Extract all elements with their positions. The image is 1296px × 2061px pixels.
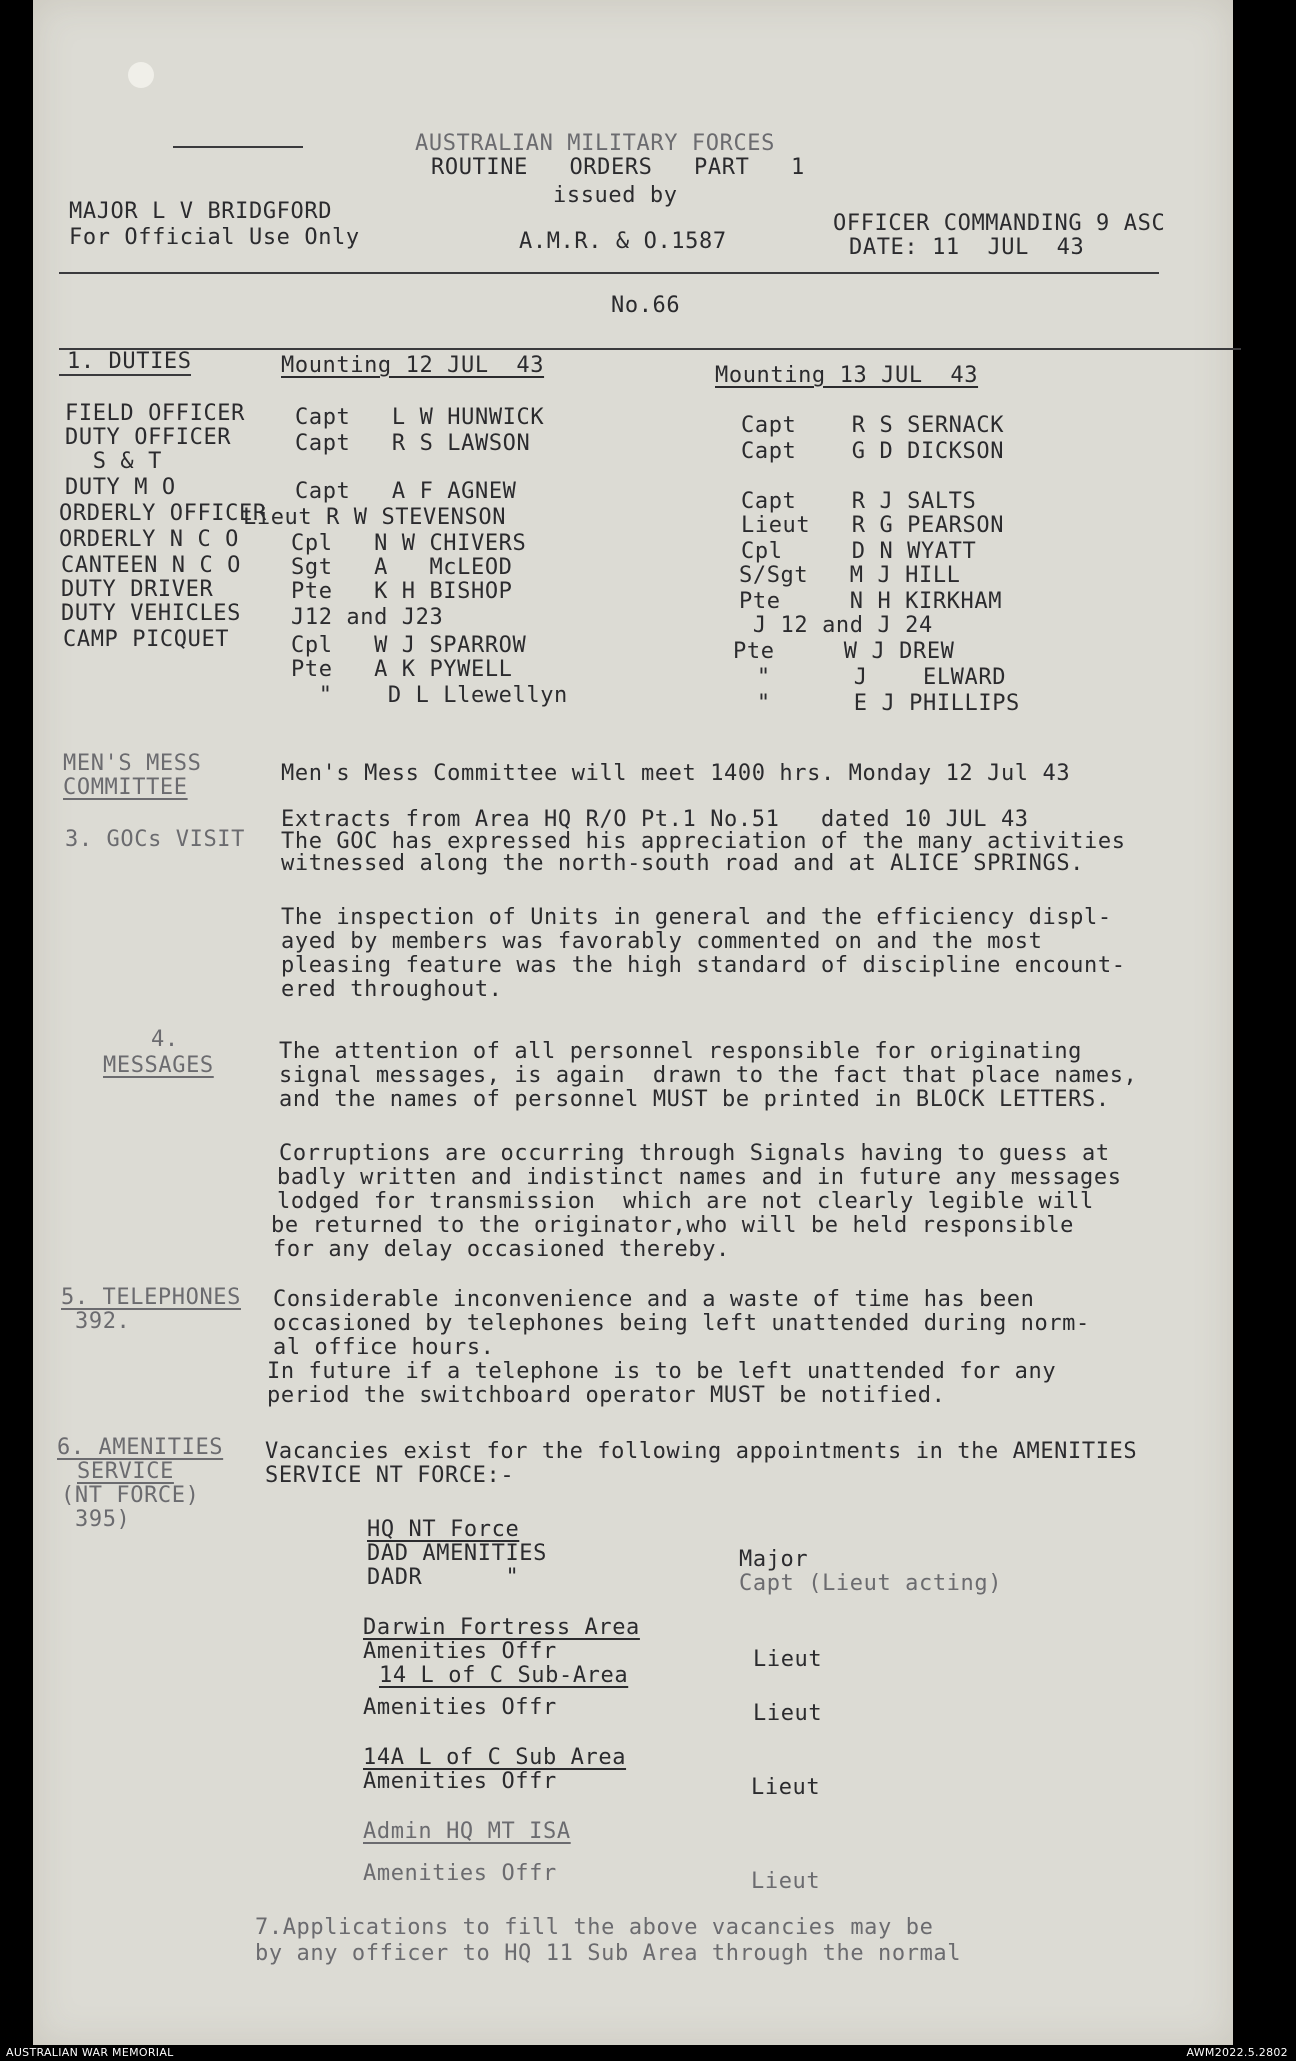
amenities-heading: (NT FORCE) — [61, 1483, 200, 1508]
amenities-rank: Capt (Lieut acting) — [739, 1571, 1003, 1596]
duty-assignee-12: Capt A F AGNEW — [295, 479, 517, 504]
amenities-post: Amenities Offr — [363, 1695, 557, 1720]
duty-assignee-12: Capt L W HUNWICK — [295, 405, 545, 430]
amenities-rank: Lieut — [753, 1647, 823, 1672]
duty-role: DUTY DRIVER — [61, 577, 214, 602]
mess-text: Men's Mess Committee will meet 1400 hrs. Monday 12 Jul 43 — [281, 761, 1071, 786]
amenities-intro-line: SERVICE NT FORCE:- — [265, 1463, 515, 1488]
amenities-rank: Lieut — [751, 1775, 821, 1800]
duty-assignee-13: Capt R J SALTS — [741, 489, 977, 514]
gocs-para2-line: The inspection of Units in general and the efficiency displ- — [281, 905, 1112, 930]
amenities-post: DADR " — [367, 1565, 520, 1590]
amenities-rank: Major — [739, 1547, 809, 1572]
duty-assignee-13: S/Sgt M J HILL — [739, 563, 961, 588]
header-rule-left — [173, 146, 303, 148]
amenities-post: Amenities Offr — [363, 1769, 557, 1794]
amenities-unit: Darwin Fortress Area — [363, 1615, 640, 1640]
duty-role: S & T — [65, 449, 162, 474]
telephones-heading: 5. TELEPHONES — [61, 1285, 241, 1310]
amenities-footer-line: by any officer to HQ 11 Sub Area through the normal — [255, 1941, 962, 1966]
order-date: DATE: 11 JUL 43 — [849, 235, 1085, 260]
amenities-unit: 14 L of C Sub-Area — [379, 1663, 629, 1688]
duty-role: FIELD OFFICER — [65, 401, 245, 426]
orders-title: ROUTINE ORDERS PART 1 — [431, 155, 805, 180]
duties-heading-underline — [59, 374, 191, 376]
duty-role: DUTY VEHICLES — [61, 601, 241, 626]
gocs-para1-line: Extracts from Area HQ R/O Pt.1 No.51 dated 10 JUL 43 — [281, 807, 1029, 832]
duty-assignee-13: Capt G D DICKSON — [741, 439, 1005, 464]
signals-para2-line: be returned to the originator,who will be held responsible — [271, 1213, 1075, 1238]
signals-para2-line: for any delay occasioned thereby. — [273, 1237, 730, 1262]
official-use: For Official Use Only — [69, 225, 360, 250]
amenities-post: DAD AMENITIES — [367, 1541, 547, 1566]
duty-role: CAMP PICQUET — [63, 627, 230, 652]
amenities-post: Amenities Offr — [363, 1861, 557, 1886]
duty-assignee-13: " J ELWARD — [743, 665, 1007, 690]
amenities-intro-line: Vacancies exist for the following appointments in the AMENITIES — [265, 1439, 1138, 1464]
duty-role: CANTEEN N C O — [61, 553, 241, 578]
telephones-line: al office hours. — [273, 1335, 495, 1360]
duty-assignee-12: Pte K H BISHOP — [291, 579, 513, 604]
credit-left: AUSTRALIAN WAR MEMORIAL — [6, 2046, 174, 2059]
duty-assignee-12: Pte A K PYWELL — [291, 657, 513, 682]
telephones-heading-2: 392. — [75, 1309, 131, 1334]
telephones-line: period the switchboard operator MUST be notified. — [267, 1383, 946, 1408]
duty-assignee-12: J12 and J23 — [291, 605, 444, 630]
duty-assignee-13: Capt R S SERNACK — [741, 413, 1005, 438]
mess-heading: MEN'S MESS — [63, 751, 202, 776]
duty-assignee-13: " E J PHILLIPS — [743, 691, 1020, 716]
order-number: No.66 — [611, 293, 681, 318]
duty-role: ORDERLY N C O — [59, 527, 239, 552]
duty-assignee-12: " D L Llewellyn — [291, 683, 568, 708]
amenities-footer-line: 7.Applications to fill the above vacancies may be — [255, 1915, 934, 1940]
amenities-heading: 395) — [75, 1507, 131, 1532]
gocs-para2-line: ered throughout. — [281, 977, 503, 1002]
duty-assignee-13: Pte W J DREW — [733, 639, 955, 664]
signals-para2-line: lodged for transmission which are not clearly legible will — [277, 1189, 1094, 1214]
duty-assignee-13: Pte N H KIRKHAM — [739, 589, 1003, 614]
duties-heading: 1. DUTIES — [67, 349, 192, 374]
amenities-rank: Lieut — [751, 1869, 821, 1894]
signals-para1-line: signal messages, is again drawn to the fact that place names, — [279, 1063, 1138, 1088]
signals-heading: 4. — [151, 1027, 179, 1052]
credit-right: AWM2022.5.2802 — [1186, 2046, 1288, 2059]
duty-assignee-12: Cpl W J SPARROW — [291, 633, 527, 658]
mounting-13-heading: Mounting 13 JUL 43 — [715, 363, 979, 388]
amenities-rank: Lieut — [753, 1701, 823, 1726]
officer-name: MAJOR L V BRIDGFORD — [69, 199, 333, 224]
mess-heading-2: COMMITTEE — [63, 775, 188, 800]
signals-para1-line: The attention of all personnel responsible for originating — [279, 1039, 1083, 1064]
amenities-unit: Admin HQ MT ISA — [363, 1819, 571, 1844]
duty-assignee-12: Sgt A McLEOD — [291, 555, 513, 580]
telephones-line: In future if a telephone is to be left unattended for any — [267, 1359, 1057, 1384]
signals-heading-2: MESSAGES — [103, 1053, 214, 1078]
gocs-para2-line: pleasing feature was the high standard of discipline encount- — [281, 953, 1126, 978]
gocs-para1-line: witnessed along the north-south road and at ALICE SPRINGS. — [281, 851, 1085, 876]
issued-by: issued by — [553, 183, 678, 208]
signals-para2-line: Corruptions are occurring through Signals having to guess at — [279, 1141, 1110, 1166]
duty-assignee-12: Cpl N W CHIVERS — [291, 531, 527, 556]
gocs-para2-line: ayed by members was favorably commented on and the most — [281, 929, 1043, 954]
punch-hole — [128, 62, 154, 88]
duty-assignee-13: J 12 and J 24 — [739, 613, 933, 638]
gocs-visit-heading: 3. GOCs VISIT — [65, 827, 245, 852]
duty-assignee-13: Cpl D N WYATT — [741, 539, 977, 564]
amenities-heading: SERVICE — [77, 1459, 174, 1484]
duty-assignee-12: Capt R S LAWSON — [295, 431, 531, 456]
amenities-post: Amenities Offr — [363, 1639, 557, 1664]
amenities-unit: 14A L of C Sub Area — [363, 1745, 627, 1770]
amenities-heading: 6. AMENITIES — [57, 1435, 224, 1460]
mounting-12-heading: Mounting 12 JUL 43 — [281, 353, 545, 378]
duty-role: DUTY M O — [65, 475, 176, 500]
gocs-para1-line: The GOC has expressed his appreciation of the many activities — [281, 829, 1126, 854]
number-rule — [59, 348, 1241, 350]
document-page — [33, 0, 1233, 2045]
signals-para2-line: badly written and indistinct names and in future any messages — [277, 1165, 1122, 1190]
officer-commanding: OFFICER COMMANDING 9 ASC — [833, 211, 1166, 236]
telephones-line: occasioned by telephones being left unattended during norm- — [273, 1311, 1090, 1336]
telephones-line: Considerable inconvenience and a waste of time has been — [273, 1287, 1035, 1312]
duty-assignee-13: Lieut R G PEARSON — [741, 513, 1005, 538]
header-rule — [59, 272, 1159, 274]
force-name: AUSTRALIAN MILITARY FORCES — [415, 131, 775, 156]
duty-assignee-12: Lieut R W STEVENSON — [243, 505, 507, 530]
signals-para1-line: and the names of personnel MUST be printed in BLOCK LETTERS. — [279, 1087, 1110, 1112]
duty-role: DUTY OFFICER — [65, 425, 232, 450]
amenities-unit: HQ NT Force — [367, 1517, 520, 1542]
amr-reference: A.M.R. & O.1587 — [519, 229, 727, 254]
duty-role: ORDERLY OFFICER — [59, 501, 267, 526]
